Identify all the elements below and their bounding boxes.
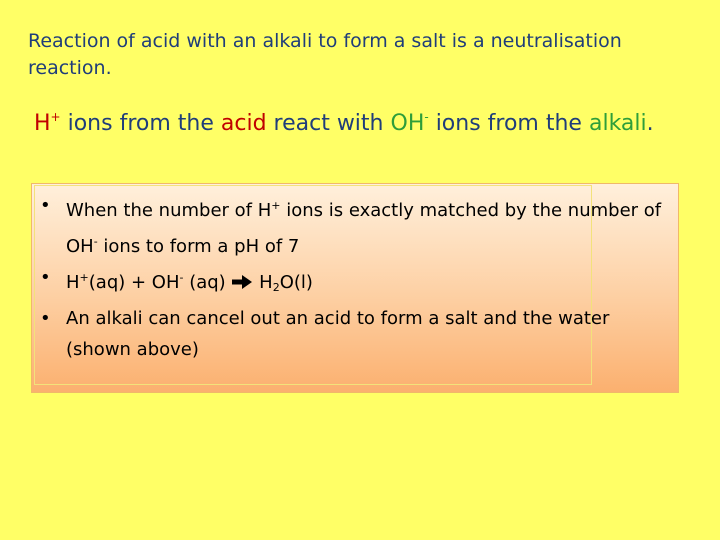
ions-text-1: ions from the: [60, 111, 221, 136]
right-arrow-icon: [231, 275, 253, 289]
bullet-dot-icon: •: [40, 267, 51, 288]
ions-text-3: ions from the: [428, 111, 589, 136]
ions-text-4: .: [646, 111, 654, 136]
ions-text-2: react with: [266, 111, 391, 136]
bullet-dot-icon: •: [40, 308, 51, 329]
bullet-item-cancel: • An alkali can cancel out an acid to form a salt and the water (shown above): [36, 303, 676, 365]
h-ion: H+: [34, 110, 61, 136]
bullet-item-matched: • When the number of H+ ions is exactly matched by the number of OH- ions to form a pH of 7: [36, 190, 676, 262]
acid-word: acid: [220, 111, 267, 136]
ions-statement: [34, 102, 704, 139]
bullet-item-equation: • H+(aq) + OH- (aq) $H_2O(l)$: [36, 262, 676, 303]
oh-ion: OH-: [390, 110, 429, 136]
alkali-word: alkali: [588, 111, 647, 136]
intro-text: Reaction of acid with an alkali to form a salt is a neutralisation reaction.: [28, 30, 622, 79]
bullet-dot-icon: •: [40, 195, 51, 216]
bullet-list: [36, 190, 676, 365]
